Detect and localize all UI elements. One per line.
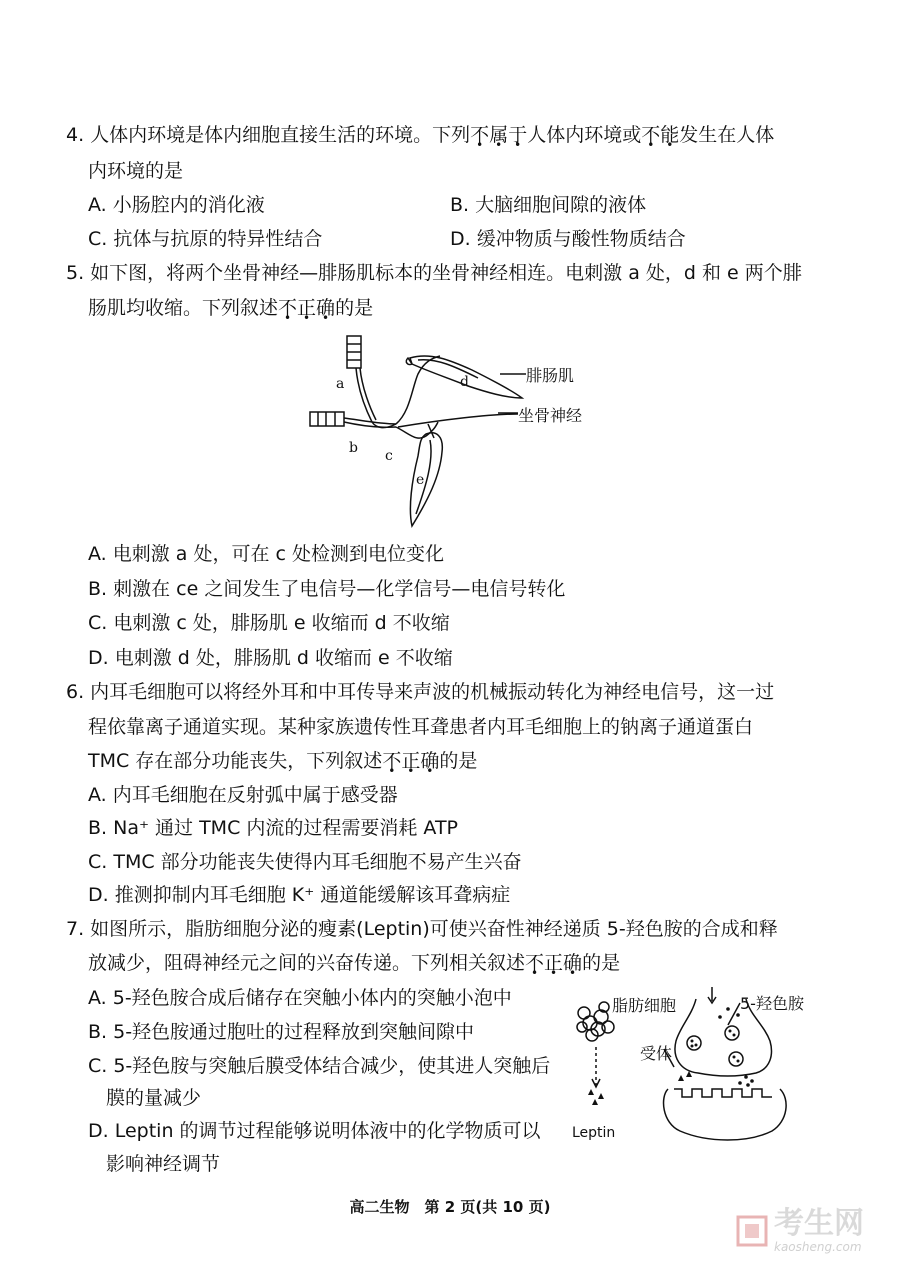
q7-option-d-line1: D. Leptin 的调节过程能够说明体液中的化学物质可以 <box>88 1120 541 1142</box>
synapse-diagram <box>568 985 848 1145</box>
q5-option-c: C. 电刺激 c 处，腓肠肌 e 收缩而 d 不收缩 <box>88 612 450 634</box>
label-d: d <box>460 374 469 390</box>
emphasis-char: 不 <box>382 750 402 772</box>
q5-figure <box>300 330 600 535</box>
label-b: b <box>349 440 358 456</box>
receptor-row <box>674 1089 772 1097</box>
q6-stem-line2: 程依靠离子通道实现。某种家族遗传性耳聋患者内耳毛细胞上的钠离子通道蛋白 <box>88 716 754 738</box>
emphasis-char: 于 <box>508 124 528 146</box>
fat-cell-icon <box>577 1002 614 1041</box>
emphasis-char: 确 <box>316 297 336 319</box>
label-c: c <box>385 448 393 464</box>
q6-option-a: A. 内耳毛细胞在反射弧中属于感受器 <box>88 784 398 806</box>
q4-option-b: B. 大脑细胞间隙的液体 <box>450 194 647 216</box>
nerve-muscle-diagram <box>300 330 600 535</box>
q7-option-c-line2: 膜的量减少 <box>106 1087 202 1109</box>
watermark-brand: 考生网 <box>774 1206 864 1241</box>
q6-option-c: C. TMC 部分功能丧失使得内耳毛细胞不易产生兴奋 <box>88 851 522 873</box>
electrode-left <box>310 412 344 426</box>
emphasis-char: 正 <box>401 750 421 772</box>
q6-stem-line3: TMC 存在部分功能丧失，下列叙述不正确的是 <box>88 750 478 772</box>
q5-option-b: B. 刺激在 ce 之间发生了电信号—化学信号—电信号转化 <box>88 578 566 600</box>
label-serotonin: 5-羟色胺 <box>740 994 804 1013</box>
label-e: e <box>416 472 425 488</box>
label-sciatic-nerve: 坐骨神经 <box>518 406 583 425</box>
watermark-url: kaosheng.com <box>774 1240 862 1254</box>
q7-option-d-line2: 影响神经调节 <box>106 1153 221 1175</box>
label-fat-cell: 脂肪细胞 <box>612 996 677 1015</box>
emphasis-char: 确 <box>563 952 583 974</box>
q5-option-d: D. 电刺激 d 处，腓肠肌 d 收缩而 e 不收缩 <box>88 647 453 669</box>
q4-option-d: D. 缓冲物质与酸性物质结合 <box>450 228 686 250</box>
q6-stem-line1: 6. 内耳毛细胞可以将经外耳和中耳传导来声波的机械振动转化为神经电信号，这一过 <box>66 681 775 703</box>
q7-stem-line2: 放减少，阻碍神经元之间的兴奋传递。下列相关叙述不正确的是 <box>88 952 621 974</box>
synaptic-vesicle <box>725 1026 739 1040</box>
q7-figure <box>568 985 848 1145</box>
q6-option-b: B. Na⁺ 通过 TMC 内流的过程需要消耗 ATP <box>88 817 459 839</box>
emphasis-char: 不 <box>278 297 298 319</box>
emphasis-char: 不 <box>525 952 545 974</box>
label-leptin: Leptin <box>572 1125 616 1141</box>
q7-option-c-line1: C. 5-羟色胺与突触后膜受体结合减少，使其进人突触后 <box>88 1055 551 1077</box>
label-receptor: 受体 <box>640 1044 673 1063</box>
emphasis-char: 正 <box>544 952 564 974</box>
page-footer: 高二生物 第 2 页(共 10 页) <box>349 1198 551 1216</box>
emphasis-char: 不 <box>641 124 661 146</box>
watermark <box>736 1208 864 1254</box>
q4-stem-line1: 4. 人体内环境是体内细胞直接生活的环境。下列不属于人体内环境或不能发生在人体 <box>66 124 775 146</box>
synaptic-vesicle <box>687 1036 701 1050</box>
q6-option-d: D. 推测抑制内耳毛细胞 K⁺ 通道能缓解该耳聋病症 <box>88 884 511 906</box>
emphasis-char: 能 <box>660 124 680 146</box>
label-gastrocnemius: 腓肠肌 <box>526 366 575 385</box>
q7-option-b: B. 5-羟色胺通过胞吐的过程释放到突触间隙中 <box>88 1021 475 1043</box>
synaptic-vesicle <box>729 1052 743 1066</box>
emphasis-char: 不 <box>470 124 490 146</box>
q5-stem-line1: 5. 如下图，将两个坐骨神经—腓肠肌标本的坐骨神经相连。电刺激 a 处，d 和 e 两个腓 <box>66 262 802 284</box>
q4-option-c: C. 抗体与抗原的特异性结合 <box>88 228 323 250</box>
q7-option-a: A. 5-羟色胺合成后储存在突触小体内的突触小泡中 <box>88 987 512 1009</box>
q4-option-a: A. 小肠腔内的消化液 <box>88 194 265 216</box>
emphasis-char: 属 <box>489 124 509 146</box>
q5-stem-line2: 肠肌均收缩。下列叙述不正确的是 <box>88 297 374 319</box>
q4-stem-line2: 内环境的是 <box>88 160 184 182</box>
q7-stem-line1: 7. 如图所示，脂肪细胞分泌的瘦素(Leptin)可使兴奋性神经递质 5-羟色胺的合成和释 <box>66 918 778 940</box>
brand-logo-icon <box>736 1215 768 1247</box>
emphasis-char: 确 <box>420 750 440 772</box>
label-a: a <box>336 376 345 392</box>
emphasis-char: 正 <box>297 297 317 319</box>
q5-option-a: A. 电刺激 a 处，可在 c 处检测到电位变化 <box>88 543 444 565</box>
